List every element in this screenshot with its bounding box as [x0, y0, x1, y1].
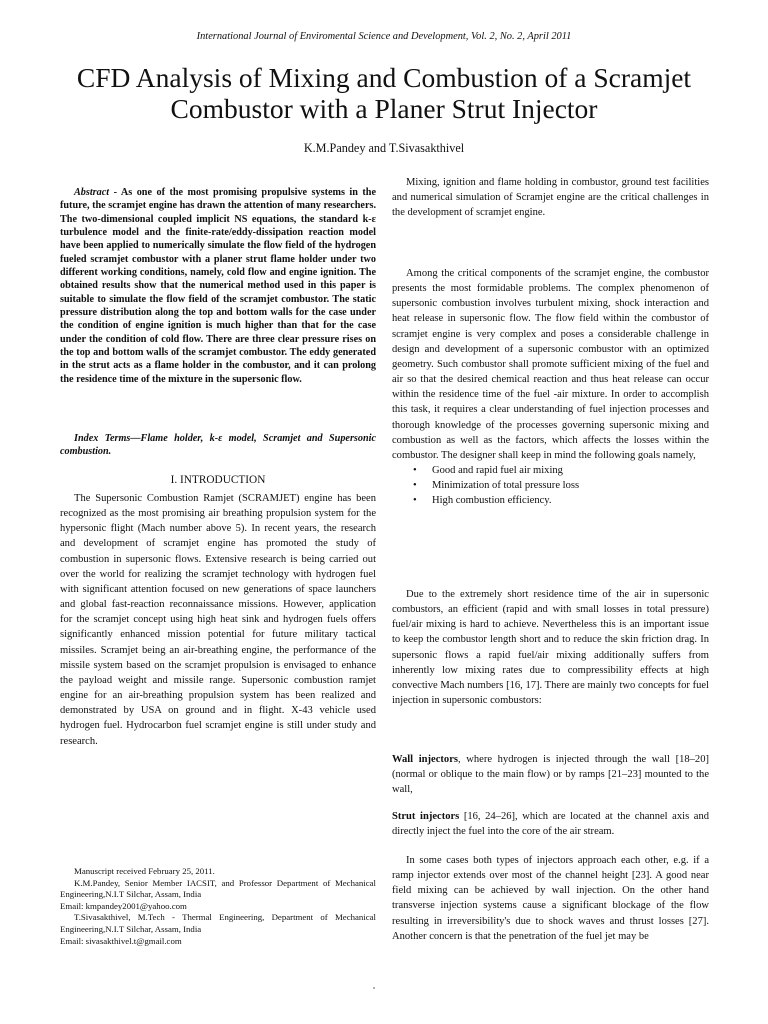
page-mark: [373, 987, 375, 989]
strut-injectors-label: Strut injectors: [392, 811, 460, 822]
bullet-icon: •: [413, 495, 417, 507]
section-heading: I. INTRODUCTION: [170, 474, 266, 486]
footnote-received: Manuscript received February 25, 2011.: [74, 866, 215, 876]
right-paragraph-3: [392, 587, 709, 708]
right-paragraph-wall: [392, 752, 709, 797]
strut-injectors-text: [16, 24–26], which are located at the channel axis and directly inject the fuel into the core of the air stream.: [392, 811, 709, 838]
right-paragraph-1: [392, 175, 709, 220]
list-item: [413, 493, 709, 508]
bullet-icon: •: [413, 480, 417, 492]
footnote-author2: T.Sivasakthivel, M.Tech - Thermal Engineering, Department of Mechanical Engineering,N.I.T Silchar, Assam, India: [60, 912, 376, 934]
list-item: [413, 463, 709, 478]
journal-header: International Journal of Enviromental Science and Development, Vol. 2, No. 2, April 2011: [196, 31, 572, 42]
introduction: [60, 491, 376, 749]
paragraph-mixing: Due to the extremely short residence time of the air in supersonic combustors, an efficient (rapid and with small losses in total pressure) fuel/air mixing is hard to achieve. Nevertheless this is an important issue to keep the combustor length short and to reduce the skin friction drag. In supersonic flows a rapid fuel/air mixing additionally suffers from inherently low mixing rates due to compressibility effects at high convective Mach numbers [16, 17]. There are mainly two concepts for fuel injection in supersonic combustors:: [392, 589, 709, 707]
paragraph-combustor: Among the critical components of the scramjet engine, the combustor presents the most formidable problems. The complex phenomenon of supersonic combustion involves turbulent mixing, shock interaction and heat release in supersonic flow. The flow field within the combustor of scramjet engine is very complex and poses a considerable challenge in design and development of a supersonic combustor with an optimized geometry. Such combustor shall promote sufficient mixing of the fuel and air so that the desired chemical reaction and thus heat release can occur within the residence time of the fuel -air mixture. In order to accomplish this task, it requires a clear understanding of fuel injection processes and thorough knowledge of the processes governing supersonic mixing and combustion as well as the factors, which affects the losses within the combustor. The designer shall keep in mind the following goals namely,: [392, 268, 709, 461]
goal-text: Minimization of total pressure loss: [432, 480, 580, 492]
right-paragraph-2: [392, 266, 709, 509]
right-paragraph-strut: [392, 809, 709, 839]
paper-title: CFD Analysis of Mixing and Combustion of a Scramjet Combustor with a Planer Strut Injector: [76, 62, 692, 124]
right-paragraph-6: [392, 853, 709, 944]
goals-list: [392, 463, 709, 508]
goal-text: Good and rapid fuel air mixing: [432, 465, 563, 477]
footnote-email2: Email: sivasakthivel.t@gmail.com: [60, 935, 182, 946]
footnote-email1: Email: kmpandey2001@yahoo.com: [60, 900, 187, 911]
intro-paragraph: The Supersonic Combustion Ramjet (SCRAMJET) engine has been recognized as the most promising air breathing propulsion system for the hypersonic flight (Mach number above 5). In recent years, the research and development of scramjet engine has promoted the study of combustion in supersonic flows. Extensive research is being carried out over the world for realizing the scramjet technology with hydrogen fuel with significant attention focused on new generations of space launchers and global fast-reaction reconnaissance missions. However, application for the scramjet concept using high heat sink and hydrogen fuels offers significantly enhanced mission potential for future military tactical missiles. Scramjet being an air-breathing engine, the performance of the missile system based on the scramjet propulsion is envisaged to enhance the payload weight and missile range. Supersonic combustion ramjet engine for an air-breathing propulsion system has been realized and demonstrated by USA on ground and in flight. X-43 vehicle used hydrogen fuel. Hydrocarbon fuel scramjet engine is still under study and research.: [60, 493, 376, 747]
footnote-author1: K.M.Pandey, Senior Member IACSIT, and Professor Department of Mechanical Engineering,N.I.T Silchar, Assam, India: [60, 877, 376, 900]
wall-injectors-text: , where hydrogen is injected through the wall [18–20] (normal or oblique to the main flow) or by ramps [21–23] mounted to the wall,: [392, 754, 709, 796]
index-terms: [60, 432, 376, 459]
paragraph-injectors: In some cases both types of injectors approach each other, e.g. if a ramp injector extends over most of the channel height [23]. A good near field mixing can be achieved by wall injection. On the other hand transverse injection systems cause a significant blockage of the flow resulting in irreversibility's due to shock waves and thrust losses [27]. Another concern is that the penetration of the fuel jet may be: [392, 855, 709, 942]
abstract-label: Abstract: [74, 187, 110, 198]
authors: K.M.Pandey and T.Sivasakthivel: [303, 141, 465, 155]
abstract: [60, 186, 376, 386]
abstract-text: - As one of the most promising propulsive systems in the future, the scramjet engine has drawn the attention of many researchers. The two-dimensional coupled implicit NS equations, the standard k-ε turbulence model and the finite-rate/eddy-dissipation reaction model have been applied to numerically simulate the flow field of the hydrogen fueled scramjet combustor with a planer strut flame holder under two different working conditions, namely, cold flow and engine ignition. The obtained results show that the numerical method used in this paper is suitable to simulate the flow field of the scramjet combustor. The static pressure distribution along the top and bottom walls for the case under the condition of engine ignition is much higher than that for the case under the condition of cold flow. There are three clear pressure rises on the top and bottom walls of the scramjet combustor. The eddy generated in the strut acts as a flame holder in the combustor, and it can prolong the residence time of the mixture in the supersonic flow.: [60, 187, 376, 385]
list-item: [413, 478, 709, 493]
footnotes: [60, 866, 376, 947]
paragraph-challenges: Mixing, ignition and flame holding in combustor, ground test facilities and numerical simulation of Scramjet engine are the critical challenges in the development of scramjet engine.: [392, 177, 709, 219]
goal-text: High combustion efficiency.: [432, 495, 552, 507]
index-terms-text: Index Terms—Flame holder, k-ε model, Scramjet and Supersonic combustion.: [60, 433, 376, 458]
wall-injectors-label: Wall injectors: [392, 754, 458, 765]
bullet-icon: •: [413, 465, 417, 477]
